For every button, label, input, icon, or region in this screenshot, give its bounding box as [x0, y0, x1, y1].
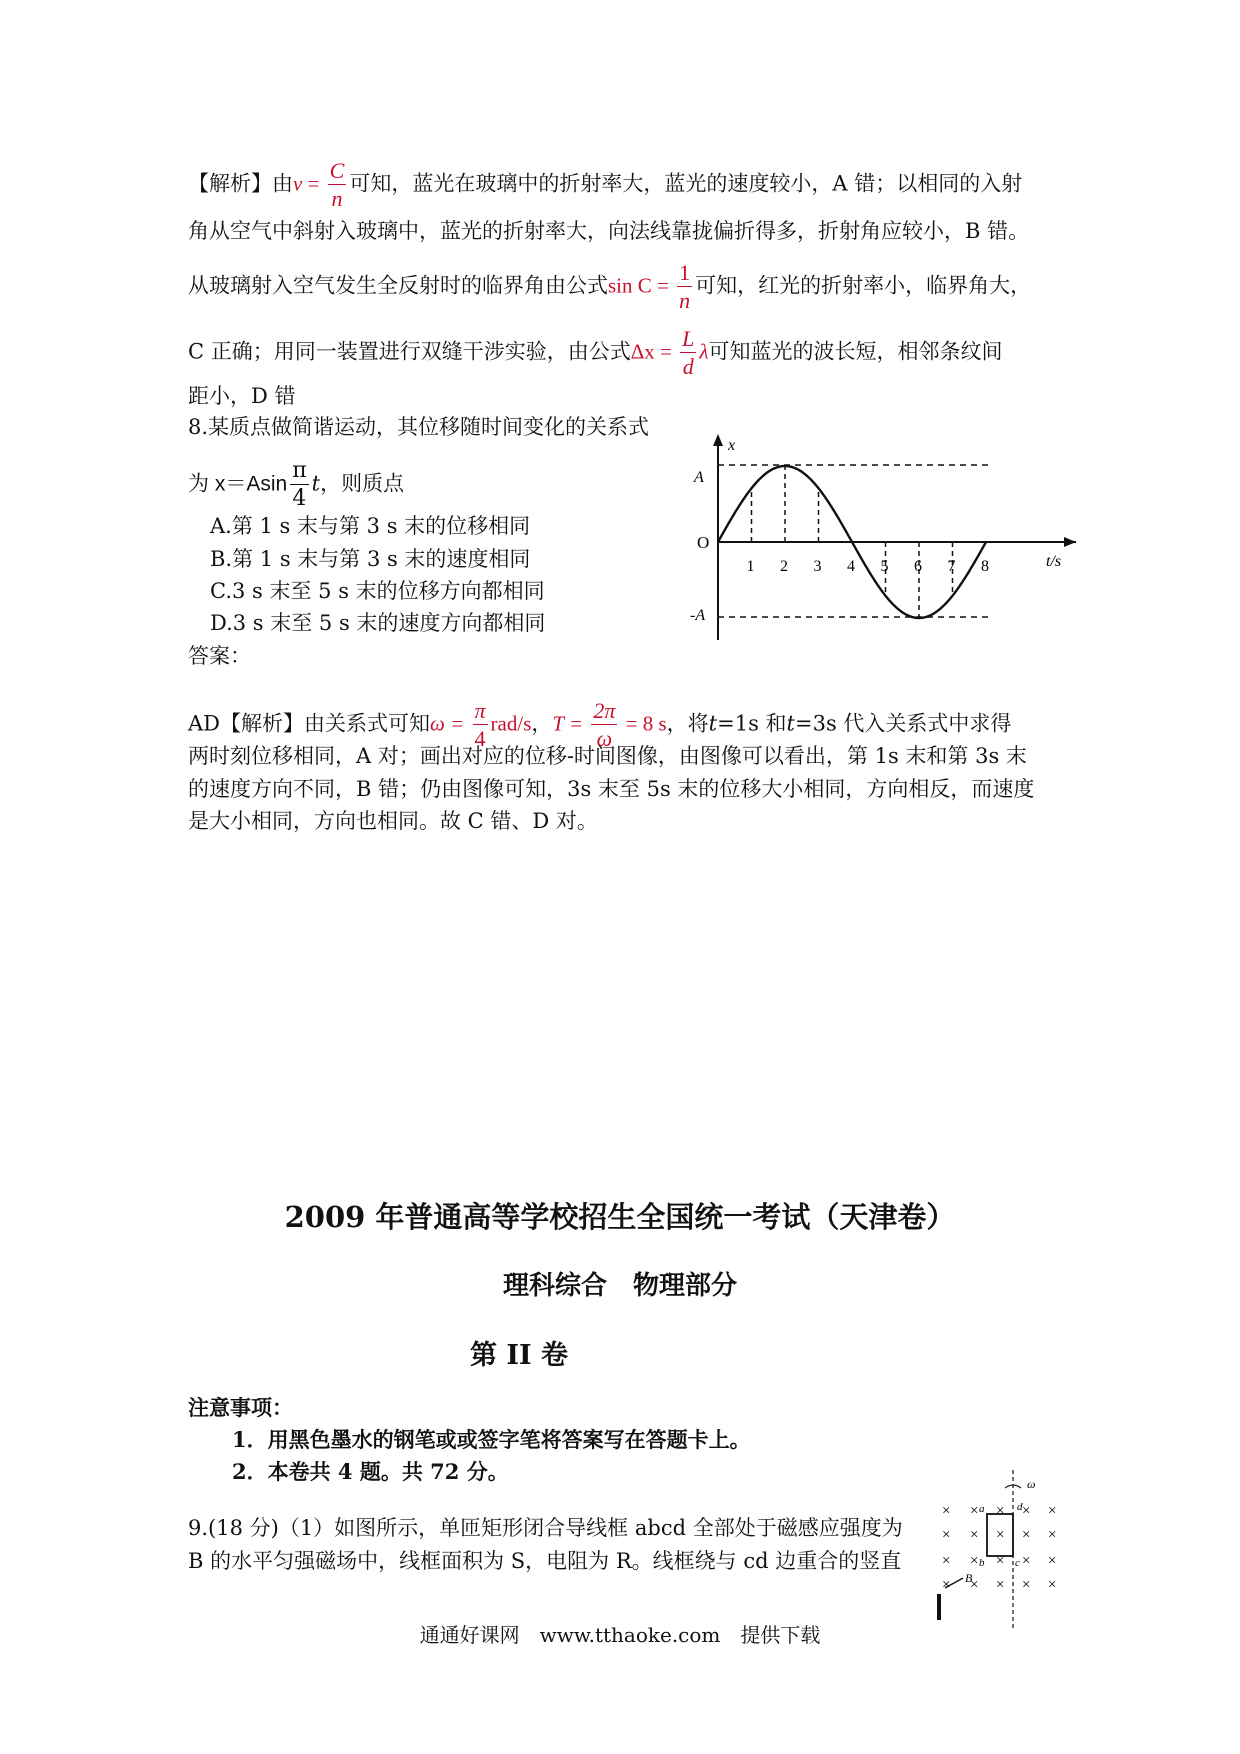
tick-label-8: 8 — [981, 558, 989, 575]
notice-item-1: 1．用黑色墨水的钢笔或或签字笔将答案写在答题卡上。 — [232, 1427, 751, 1452]
t-axis-label: t/s — [1046, 553, 1062, 570]
formula-T: T = — [552, 711, 589, 736]
formula-lambda: λ — [699, 339, 709, 364]
tick-label-4: 4 — [847, 558, 855, 575]
magnetic-field-figure — [935, 1470, 1070, 1630]
var-t: t — [786, 711, 795, 736]
text-span: =3s 代入关系式中求得 — [794, 711, 1012, 736]
field-marker: × — [996, 1553, 1005, 1569]
frac-num: π — [292, 458, 307, 483]
frac-den: d — [682, 354, 694, 379]
field-marker: × — [996, 1527, 1005, 1543]
frac-num: L — [682, 326, 695, 351]
q9-line2: B 的水平匀强磁场中，线框面积为 S，电阻为 R。线框绕与 cd 边重合的竖直 — [188, 1549, 902, 1573]
volume-title: 第 II 卷 — [470, 1340, 569, 1371]
x-axis-arrow — [713, 434, 723, 446]
field-marker: × — [1048, 1577, 1057, 1593]
exam-title: 2009 年普通高等学校招生全国统一考试（天津卷） — [284, 1200, 956, 1234]
analysis7-line4 — [188, 328, 1002, 378]
frac-den: n — [331, 186, 343, 211]
tick-label-3: 3 — [813, 558, 822, 575]
field-marker: × — [942, 1503, 951, 1519]
field-marker: × — [970, 1577, 979, 1593]
fraction-pi-over-4 — [290, 460, 308, 510]
text-span: 可知，蓝光在玻璃中的折射率大，蓝光的速度较小，A 错；以相同的入射 — [349, 171, 1023, 196]
text-span: 为 x＝Asin — [188, 472, 288, 496]
fraction-l-over-d — [680, 328, 696, 378]
omega-label: ω — [1027, 1477, 1036, 1491]
text-span: C 正确；用同一装置进行双缝干涉实验，由公式 — [188, 339, 631, 364]
tick-label-6: 6 — [914, 558, 922, 575]
t-axis-arrow — [1064, 537, 1076, 547]
field-marker: × — [996, 1503, 1005, 1519]
tick-label-7: 7 — [947, 558, 956, 575]
q8-stem-line2 — [188, 460, 404, 510]
frac-den: ω — [596, 726, 613, 751]
unit-rad-s: rad/s — [490, 711, 532, 736]
field-source-bar — [937, 1594, 941, 1620]
formula-v: v — [293, 171, 303, 196]
field-marker: × — [942, 1553, 951, 1569]
analysis7-line5: 距小，D 错 — [188, 384, 296, 408]
corner-a: a — [979, 1503, 985, 1515]
field-label-b: B — [965, 1571, 973, 1585]
formula-result: = 8 s — [620, 711, 667, 736]
origin-label: O — [697, 533, 710, 552]
field-layer — [937, 1470, 1056, 1630]
field-marker: × — [942, 1527, 951, 1543]
frac-den: n — [679, 288, 691, 313]
frac-num: π — [474, 698, 486, 723]
frac-num: 1 — [679, 260, 691, 285]
exam-subtitle: 理科综合 物理部分 — [502, 1271, 737, 1301]
formula-eq: = — [302, 171, 325, 196]
text-span: 可知，红光的折射率小，临界角大， — [695, 273, 1032, 298]
var-t: t — [311, 471, 321, 496]
text-span: ，将 — [666, 711, 709, 736]
text-span: AD【解析】由关系式可知 — [188, 711, 431, 736]
page-footer: 通通好课网 www.tthaoke.com 提供下载 — [419, 1623, 821, 1647]
tick-label-2: 2 — [780, 558, 788, 575]
field-marker: × — [1048, 1527, 1057, 1543]
notice-item-2: 2．本卷共 4 题。共 72 分。 — [232, 1459, 509, 1484]
frac-num: C — [329, 158, 345, 183]
x-axis-label: x — [728, 437, 736, 454]
field-marker: × — [942, 1577, 951, 1593]
analysis7-line3 — [188, 262, 1031, 312]
graph-layer — [690, 434, 1076, 640]
var-t: t — [708, 711, 718, 736]
frac-den: 4 — [474, 726, 486, 751]
tick-label-1: 1 — [746, 558, 755, 575]
frac-den: 4 — [292, 486, 307, 511]
field-marker: × — [996, 1577, 1005, 1593]
q9-line1: 9.(18 分)（1）如图所示，单匝矩形闭合导线框 abcd 全部处于磁感应强度为 — [188, 1516, 903, 1540]
text-span: ，则质点 — [320, 471, 405, 496]
q8-option-b: B.第 1 s 末与第 3 s 末的速度相同 — [210, 547, 531, 571]
analysis7-line1 — [188, 160, 1022, 210]
field-marker: × — [1022, 1553, 1031, 1569]
corner-b: b — [979, 1557, 985, 1569]
field-marker: × — [1022, 1577, 1031, 1593]
frac-num: 2π — [593, 698, 616, 723]
formula-omega: ω = — [430, 711, 470, 736]
q8-answer-line2: 两时刻位移相同，A 对；画出对应的位移-时间图像，由图像可以看出，第 1s 末和第 3s 末 — [188, 744, 1027, 768]
formula-dx: Δx = — [630, 339, 678, 364]
text-span: =1s 和 — [717, 711, 787, 736]
fraction-c-over-n — [328, 160, 347, 210]
q8-option-a: A.第 1 s 末与第 3 s 末的位移相同 — [210, 514, 531, 538]
field-marker: × — [970, 1503, 979, 1519]
amplitude-label-negative: -A — [690, 607, 706, 624]
text-span: 可知蓝光的波长短，相邻条纹间 — [708, 339, 1003, 364]
notice-label: 注意事项： — [188, 1395, 293, 1420]
field-marker: × — [1048, 1503, 1057, 1519]
q8-answer-line4: 是大小相同，方向也相同。故 C 错、D 对。 — [188, 809, 598, 833]
field-marker: × — [1048, 1553, 1057, 1569]
q8-stem-line1: 8.某质点做简谐运动，其位移随时间变化的关系式 — [188, 415, 650, 439]
displacement-time-graph — [680, 430, 1080, 650]
text-span: ， — [531, 711, 553, 736]
q8-option-d: D.3 s 末至 5 s 末的速度方向都相同 — [210, 611, 546, 635]
analysis7-line2: 角从空气中斜射入玻璃中，蓝光的折射率大，向法线靠拢偏折得多，折射角应较小，B 错。 — [188, 219, 1030, 243]
fraction-1-over-n — [677, 262, 692, 312]
q8-answer-line3: 的速度方向不同，B 错；仍由图像可知，3s 末至 5s 末的位移大小相同，方向相反，而速度 — [188, 777, 1035, 801]
text-span: 从玻璃射入空气发生全反射时的临界角由公式 — [188, 273, 608, 298]
text-span: 【解析】由 — [188, 171, 293, 196]
tick-label-5: 5 — [880, 558, 889, 575]
field-marker: × — [970, 1527, 979, 1543]
corner-c: c — [1015, 1557, 1020, 1569]
formula-sinc: sin C = — [608, 273, 675, 298]
field-marker: × — [970, 1553, 979, 1569]
q8-option-c: C.3 s 末至 5 s 末的位移方向都相同 — [210, 579, 545, 603]
field-marker: × — [1022, 1527, 1031, 1543]
q8-answer-label: 答案： — [188, 644, 251, 668]
field-marker: × — [1022, 1503, 1031, 1519]
amplitude-label-positive: A — [694, 469, 704, 486]
corner-d: d — [1017, 1501, 1023, 1513]
